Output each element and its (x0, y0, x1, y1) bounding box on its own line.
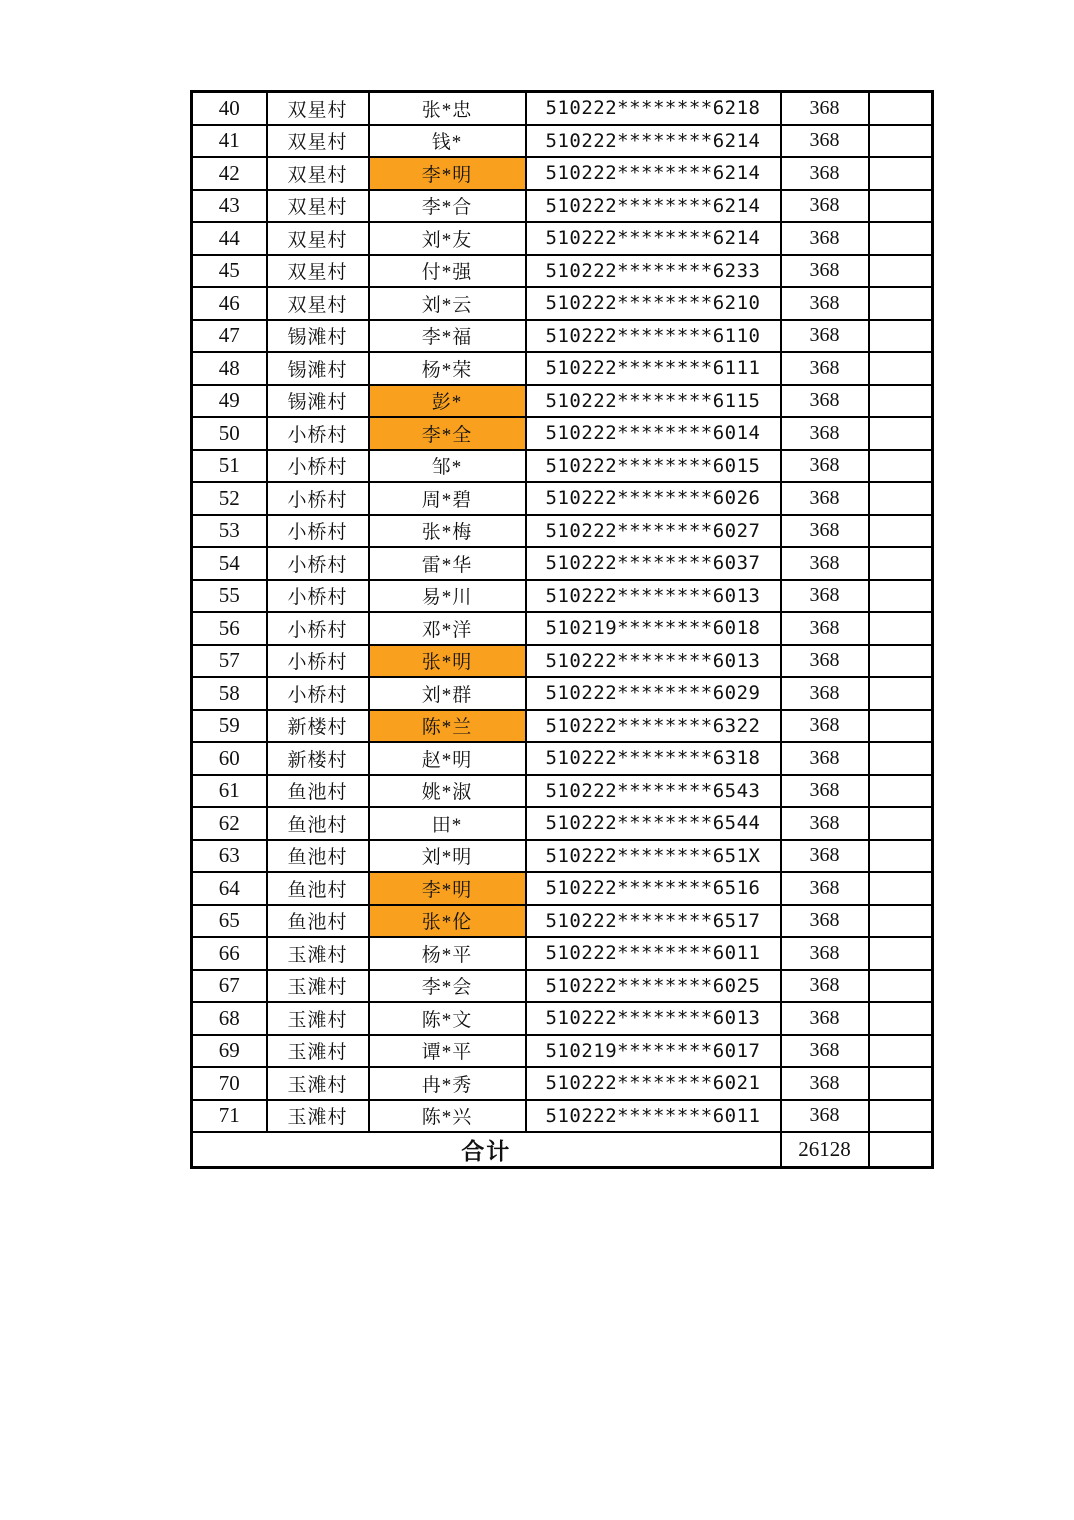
id-number-cell: 510222********6013 (526, 645, 781, 678)
village-cell: 小桥村 (267, 580, 369, 613)
blank-cell (869, 417, 933, 450)
person-name-cell: 杨*荣 (369, 352, 526, 385)
table-row (192, 937, 933, 970)
amount-cell: 368 (781, 970, 869, 1003)
blank-cell (869, 677, 933, 710)
village-cell: 鱼池村 (267, 775, 369, 808)
row-number-cell: 48 (192, 352, 267, 385)
row-number-cell: 63 (192, 840, 267, 873)
person-name-cell: 邓*洋 (369, 612, 526, 645)
blank-cell (869, 742, 933, 775)
row-number-cell: 52 (192, 482, 267, 515)
table-row (192, 905, 933, 938)
table-row (192, 255, 933, 288)
village-cell: 鱼池村 (267, 807, 369, 840)
person-name-cell: 陈*兴 (369, 1100, 526, 1133)
blank-cell (869, 190, 933, 223)
id-number-cell: 510222********6115 (526, 385, 781, 418)
person-name-cell: 彭* (369, 385, 526, 418)
village-cell: 玉滩村 (267, 1002, 369, 1035)
id-number-cell: 510222********6517 (526, 905, 781, 938)
blank-cell (869, 1100, 933, 1133)
amount-cell: 368 (781, 1002, 869, 1035)
id-number-cell: 510222********6037 (526, 547, 781, 580)
blank-cell (869, 775, 933, 808)
village-cell: 双星村 (267, 255, 369, 288)
table-row (192, 840, 933, 873)
table-row (192, 287, 933, 320)
id-number-cell: 510222********6029 (526, 677, 781, 710)
amount-cell: 368 (781, 807, 869, 840)
row-number-cell: 61 (192, 775, 267, 808)
id-number-cell: 510222********6021 (526, 1067, 781, 1100)
table-row (192, 125, 933, 158)
blank-cell (869, 515, 933, 548)
person-name-cell: 刘*云 (369, 287, 526, 320)
person-name-cell: 钱* (369, 125, 526, 158)
table-row (192, 807, 933, 840)
amount-cell: 368 (781, 515, 869, 548)
id-number-cell: 510222********6214 (526, 222, 781, 255)
id-number-cell: 510222********6014 (526, 417, 781, 450)
table-row (192, 222, 933, 255)
row-number-cell: 67 (192, 970, 267, 1003)
blank-cell (869, 255, 933, 288)
village-cell: 玉滩村 (267, 1100, 369, 1133)
blank-cell (869, 92, 933, 125)
row-number-cell: 56 (192, 612, 267, 645)
id-number-cell: 510222********6013 (526, 1002, 781, 1035)
id-number-cell: 510222********6013 (526, 580, 781, 613)
id-number-cell: 510222********6214 (526, 157, 781, 190)
id-number-cell: 510222********6026 (526, 482, 781, 515)
amount-cell: 368 (781, 287, 869, 320)
id-number-cell: 510222********6025 (526, 970, 781, 1003)
row-number-cell: 62 (192, 807, 267, 840)
amount-cell: 368 (781, 1100, 869, 1133)
total-row (192, 1132, 933, 1168)
blank-cell (869, 872, 933, 905)
total-amount: 26128 (781, 1132, 869, 1168)
table-row (192, 547, 933, 580)
person-name-cell: 李*明 (369, 157, 526, 190)
village-cell: 小桥村 (267, 612, 369, 645)
blank-cell (869, 710, 933, 743)
row-number-cell: 60 (192, 742, 267, 775)
row-number-cell: 55 (192, 580, 267, 613)
person-name-cell: 刘*友 (369, 222, 526, 255)
village-cell: 小桥村 (267, 677, 369, 710)
village-cell: 双星村 (267, 222, 369, 255)
row-number-cell: 65 (192, 905, 267, 938)
id-number-cell: 510219********6017 (526, 1035, 781, 1068)
row-number-cell: 59 (192, 710, 267, 743)
blank-cell (869, 222, 933, 255)
amount-cell: 368 (781, 450, 869, 483)
person-name-cell: 李*福 (369, 320, 526, 353)
blank-cell (869, 580, 933, 613)
amount-cell: 368 (781, 580, 869, 613)
person-name-cell: 李*合 (369, 190, 526, 223)
blank-cell (869, 1132, 933, 1168)
amount-cell: 368 (781, 1035, 869, 1068)
amount-cell: 368 (781, 190, 869, 223)
row-number-cell: 58 (192, 677, 267, 710)
row-number-cell: 46 (192, 287, 267, 320)
amount-cell: 368 (781, 872, 869, 905)
table-row (192, 710, 933, 743)
amount-cell: 368 (781, 645, 869, 678)
blank-cell (869, 1067, 933, 1100)
village-cell: 锡滩村 (267, 385, 369, 418)
blank-cell (869, 612, 933, 645)
row-number-cell: 40 (192, 92, 267, 125)
table-row (192, 1067, 933, 1100)
id-number-cell: 510222********6322 (526, 710, 781, 743)
blank-cell (869, 547, 933, 580)
id-number-cell: 510219********6018 (526, 612, 781, 645)
row-number-cell: 47 (192, 320, 267, 353)
amount-cell: 368 (781, 937, 869, 970)
amount-cell: 368 (781, 125, 869, 158)
row-number-cell: 64 (192, 872, 267, 905)
amount-cell: 368 (781, 775, 869, 808)
village-cell: 小桥村 (267, 515, 369, 548)
table-row (192, 157, 933, 190)
table-row (192, 1100, 933, 1133)
village-cell: 小桥村 (267, 417, 369, 450)
village-cell: 鱼池村 (267, 840, 369, 873)
row-number-cell: 41 (192, 125, 267, 158)
blank-cell (869, 385, 933, 418)
table-row (192, 872, 933, 905)
table-row (192, 190, 933, 223)
blank-cell (869, 125, 933, 158)
blank-cell (869, 1002, 933, 1035)
village-cell: 小桥村 (267, 645, 369, 678)
table-row (192, 677, 933, 710)
blank-cell (869, 905, 933, 938)
amount-cell: 368 (781, 222, 869, 255)
village-cell: 鱼池村 (267, 905, 369, 938)
id-number-cell: 510222********6027 (526, 515, 781, 548)
row-number-cell: 54 (192, 547, 267, 580)
table-row (192, 352, 933, 385)
person-name-cell: 付*强 (369, 255, 526, 288)
row-number-cell: 51 (192, 450, 267, 483)
id-number-cell: 510222********6543 (526, 775, 781, 808)
amount-cell: 368 (781, 710, 869, 743)
table-row (192, 612, 933, 645)
person-name-cell: 周*碧 (369, 482, 526, 515)
amount-cell: 368 (781, 482, 869, 515)
row-number-cell: 45 (192, 255, 267, 288)
person-name-cell: 易*川 (369, 580, 526, 613)
blank-cell (869, 645, 933, 678)
id-number-cell: 510222********6218 (526, 92, 781, 125)
person-name-cell: 李*会 (369, 970, 526, 1003)
village-cell: 玉滩村 (267, 1035, 369, 1068)
person-name-cell: 谭*平 (369, 1035, 526, 1068)
village-cell: 双星村 (267, 125, 369, 158)
id-number-cell: 510222********6111 (526, 352, 781, 385)
table-row (192, 92, 933, 125)
table-row (192, 1035, 933, 1068)
row-number-cell: 68 (192, 1002, 267, 1035)
table-row (192, 742, 933, 775)
amount-cell: 368 (781, 417, 869, 450)
person-name-cell: 赵*明 (369, 742, 526, 775)
blank-cell (869, 320, 933, 353)
table-row (192, 775, 933, 808)
amount-cell: 368 (781, 385, 869, 418)
row-number-cell: 42 (192, 157, 267, 190)
person-name-cell: 陈*兰 (369, 710, 526, 743)
id-number-cell: 510222********6110 (526, 320, 781, 353)
row-number-cell: 69 (192, 1035, 267, 1068)
amount-cell: 368 (781, 157, 869, 190)
amount-cell: 368 (781, 840, 869, 873)
blank-cell (869, 482, 933, 515)
amount-cell: 368 (781, 547, 869, 580)
amount-cell: 368 (781, 677, 869, 710)
person-name-cell: 姚*淑 (369, 775, 526, 808)
village-cell: 小桥村 (267, 547, 369, 580)
id-number-cell: 510222********6233 (526, 255, 781, 288)
table-row (192, 970, 933, 1003)
id-number-cell: 510222********6210 (526, 287, 781, 320)
blank-cell (869, 970, 933, 1003)
row-number-cell: 71 (192, 1100, 267, 1133)
row-number-cell: 50 (192, 417, 267, 450)
person-name-cell: 张*忠 (369, 92, 526, 125)
payment-roster-table (190, 90, 934, 1169)
village-cell: 玉滩村 (267, 937, 369, 970)
id-number-cell: 510222********6516 (526, 872, 781, 905)
blank-cell (869, 287, 933, 320)
id-number-cell: 510222********651X (526, 840, 781, 873)
person-name-cell: 田* (369, 807, 526, 840)
row-number-cell: 53 (192, 515, 267, 548)
person-name-cell: 陈*文 (369, 1002, 526, 1035)
row-number-cell: 57 (192, 645, 267, 678)
person-name-cell: 张*梅 (369, 515, 526, 548)
table-row (192, 320, 933, 353)
table-row (192, 482, 933, 515)
row-number-cell: 43 (192, 190, 267, 223)
blank-cell (869, 840, 933, 873)
village-cell: 双星村 (267, 157, 369, 190)
blank-cell (869, 807, 933, 840)
village-cell: 锡滩村 (267, 320, 369, 353)
total-label: 合计 (192, 1132, 781, 1168)
id-number-cell: 510222********6015 (526, 450, 781, 483)
table-row (192, 645, 933, 678)
table-row (192, 1002, 933, 1035)
table-row (192, 580, 933, 613)
village-cell: 鱼池村 (267, 872, 369, 905)
amount-cell: 368 (781, 352, 869, 385)
person-name-cell: 杨*平 (369, 937, 526, 970)
blank-cell (869, 352, 933, 385)
person-name-cell: 雷*华 (369, 547, 526, 580)
table-row (192, 450, 933, 483)
amount-cell: 368 (781, 92, 869, 125)
amount-cell: 368 (781, 905, 869, 938)
row-number-cell: 49 (192, 385, 267, 418)
blank-cell (869, 450, 933, 483)
id-number-cell: 510222********6214 (526, 190, 781, 223)
person-name-cell: 刘*明 (369, 840, 526, 873)
amount-cell: 368 (781, 742, 869, 775)
village-cell: 双星村 (267, 287, 369, 320)
person-name-cell: 张*伦 (369, 905, 526, 938)
row-number-cell: 66 (192, 937, 267, 970)
village-cell: 双星村 (267, 92, 369, 125)
village-cell: 新楼村 (267, 710, 369, 743)
blank-cell (869, 157, 933, 190)
blank-cell (869, 1035, 933, 1068)
id-number-cell: 510222********6214 (526, 125, 781, 158)
person-name-cell: 李*全 (369, 417, 526, 450)
row-number-cell: 70 (192, 1067, 267, 1100)
person-name-cell: 冉*秀 (369, 1067, 526, 1100)
table-row (192, 385, 933, 418)
amount-cell: 368 (781, 612, 869, 645)
village-cell: 锡滩村 (267, 352, 369, 385)
village-cell: 小桥村 (267, 482, 369, 515)
document-page (190, 90, 934, 1169)
id-number-cell: 510222********6318 (526, 742, 781, 775)
table-row (192, 515, 933, 548)
village-cell: 玉滩村 (267, 970, 369, 1003)
amount-cell: 368 (781, 320, 869, 353)
person-name-cell: 邹* (369, 450, 526, 483)
person-name-cell: 刘*群 (369, 677, 526, 710)
village-cell: 新楼村 (267, 742, 369, 775)
person-name-cell: 李*明 (369, 872, 526, 905)
village-cell: 双星村 (267, 190, 369, 223)
id-number-cell: 510222********6011 (526, 937, 781, 970)
amount-cell: 368 (781, 255, 869, 288)
blank-cell (869, 937, 933, 970)
person-name-cell: 张*明 (369, 645, 526, 678)
id-number-cell: 510222********6544 (526, 807, 781, 840)
row-number-cell: 44 (192, 222, 267, 255)
id-number-cell: 510222********6011 (526, 1100, 781, 1133)
village-cell: 玉滩村 (267, 1067, 369, 1100)
amount-cell: 368 (781, 1067, 869, 1100)
table-row (192, 417, 933, 450)
village-cell: 小桥村 (267, 450, 369, 483)
